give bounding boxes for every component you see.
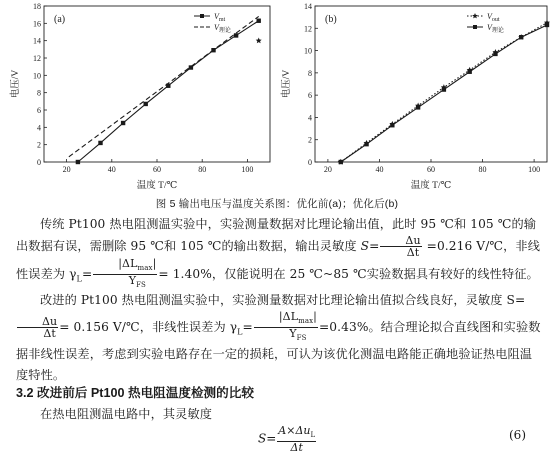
para1-text-d: 1.40%，仅能说明在 25 ℃~85 ℃实验数据具有较好的线性特征。 [172, 267, 539, 282]
equation-lhs: S= [258, 431, 277, 446]
x-axis-label: 温度 T/℃ [136, 181, 178, 191]
data-point-square [519, 35, 523, 39]
data-point-square [339, 160, 343, 164]
x-tick-label: 40 [375, 165, 384, 174]
data-point-square [121, 121, 125, 125]
para1-text-b: =0.216 V/℃，非线性误差为 γ [16, 239, 541, 282]
para2-fraction-1 [17, 316, 58, 339]
para1-fraction-2 [93, 258, 157, 291]
legend-label: $V_{out}$ [487, 12, 500, 23]
y-tick-label: 4 [37, 123, 41, 133]
para2-text-d: =0.43%。结合理论拟合直线图和实验数据非线性误差，考虑到实验电路存在一定的损耗，可认为该优化测温电路能正确地验证热电阻温度特性。 [16, 320, 541, 383]
data-point-square [76, 160, 80, 164]
data-point-square [493, 52, 497, 56]
data-point-square [364, 142, 368, 146]
legend-label: $V_{mt}$ [214, 12, 226, 23]
para2-fraction-2 [254, 311, 318, 344]
chart-a [0, 0, 277, 195]
series-line-0 [78, 21, 259, 162]
y-tick-label: 8 [308, 68, 312, 78]
legend-marker [472, 13, 478, 18]
y-tick-label: 12 [33, 54, 41, 63]
x-tick-label: 80 [478, 165, 487, 174]
data-point-square [257, 19, 261, 23]
legend-label: $V_{理论}$ [214, 23, 231, 34]
y-tick-label: 6 [308, 91, 312, 101]
para2-text-c: 0.156 V/℃，非线性误差为 γ [73, 320, 238, 335]
p2-frac1-den: Δt [43, 327, 56, 341]
y-tick-label: 10 [304, 46, 312, 56]
para2-eq: = [242, 320, 253, 335]
x-tick-label: 40 [107, 165, 116, 174]
equation-number: (6) [509, 428, 526, 442]
data-point-square [144, 102, 148, 106]
x-tick-label: 60 [427, 165, 435, 174]
paragraph-3: 在热电阻测温电路中，其灵敏度 [40, 407, 213, 421]
section-title: 改进前后 Pt100 热电阻温度检测的比较 [37, 386, 254, 400]
frac2-den: Y [128, 274, 137, 288]
y-tick-label: 12 [304, 24, 312, 34]
data-point-square [467, 70, 471, 74]
panel-label: (a) [54, 14, 66, 25]
frac2-num-sub: max [137, 264, 153, 273]
y-tick-label: 10 [33, 71, 41, 81]
equation-6 [258, 425, 317, 453]
y-tick-label: 6 [37, 106, 41, 115]
p2-frac2-den-sub: FS [296, 334, 307, 343]
chart-b [277, 0, 554, 195]
x-tick-label: 100 [528, 165, 541, 174]
y-tick-label: 0 [37, 158, 41, 167]
x-tick-label: 20 [62, 165, 71, 174]
data-point-square [545, 23, 549, 27]
equation-den: Δt [290, 441, 303, 455]
y-tick-label: 2 [308, 135, 312, 145]
y-tick-label: 16 [33, 19, 41, 29]
legend-marker [200, 14, 204, 18]
frac2-den-sub: FS [136, 281, 146, 290]
p2-frac2-num-end: | [313, 310, 317, 323]
data-point-star [256, 38, 262, 44]
y-tick-label: 0 [308, 158, 312, 167]
y-tick-label: 14 [304, 2, 312, 11]
x-axis-label: 温度 T/℃ [410, 181, 452, 191]
figure-caption: 图 5 输出电压与温度关系图：优化前(a)；优化后(b) [155, 198, 399, 210]
data-point-square [390, 123, 394, 127]
y-axis-label: 电压/V [11, 69, 21, 99]
x-tick-label: 20 [323, 165, 332, 174]
y-tick-label: 4 [308, 113, 312, 123]
section-heading [16, 382, 254, 401]
frac1-den: Δt [406, 246, 420, 259]
data-point-square [98, 141, 102, 145]
section-number: 3.2 [16, 386, 34, 400]
data-point-square [442, 87, 446, 91]
series-line-1 [341, 25, 547, 162]
paragraph-1 [16, 214, 544, 291]
para1-sub-l: L [76, 274, 82, 284]
panel-label: (b) [325, 14, 337, 25]
plot-frame [315, 6, 547, 162]
frac2-num-end: | [152, 257, 157, 270]
y-tick-label: 14 [33, 36, 41, 46]
para1-text-a: 传统 Pt100 热电阻测温实验中，实验测量数据对比理论输出值，此时 95 ℃和 105 ℃的输出数据有误，需删除 95 ℃和 105 ℃的输出数据，输出灵敏度 [16, 217, 537, 253]
data-point-square [234, 33, 238, 37]
para1-eq: = [369, 239, 380, 253]
legend-label: $V_{理论}$ [487, 23, 504, 34]
para2-text-b: = [59, 320, 70, 335]
paragraph-2 [16, 290, 544, 386]
frac2-num: |ΔL [118, 257, 138, 270]
series-line-1 [69, 16, 259, 156]
equation-num-sub: L [310, 431, 316, 440]
y-tick-label: 2 [37, 140, 41, 150]
para1-text-c: = [158, 267, 169, 282]
y-axis-label: 电压/V [282, 69, 292, 99]
x-tick-label: 100 [241, 165, 254, 174]
data-point-square [416, 105, 420, 109]
frac1-num: Δu [380, 235, 421, 247]
x-tick-label: 80 [198, 165, 207, 174]
y-tick-label: 8 [37, 88, 41, 98]
equation-fraction [277, 425, 316, 453]
para1-fraction-1 [380, 235, 421, 258]
series-line-0 [341, 23, 547, 162]
p2-frac2-den: Y [289, 327, 297, 341]
para1-eq2: = [81, 267, 93, 282]
para2-sub-l: L [237, 327, 243, 337]
legend-marker [473, 25, 477, 29]
para1-s-var: S [360, 239, 370, 253]
p2-frac2-num-sub: max [298, 317, 314, 326]
equation-num: A×Δu [278, 424, 311, 437]
para2-text-a: 改进的 Pt100 热电阻测温实验中，实验测量数据对比理论输出值拟合线良好，灵敏度 S= [40, 293, 526, 307]
x-tick-label: 60 [153, 165, 161, 174]
plot-frame [44, 6, 270, 162]
p2-frac2-num: |ΔL [278, 310, 299, 323]
p2-frac1-num: Δu [17, 316, 58, 328]
y-tick-label: 18 [33, 2, 41, 11]
